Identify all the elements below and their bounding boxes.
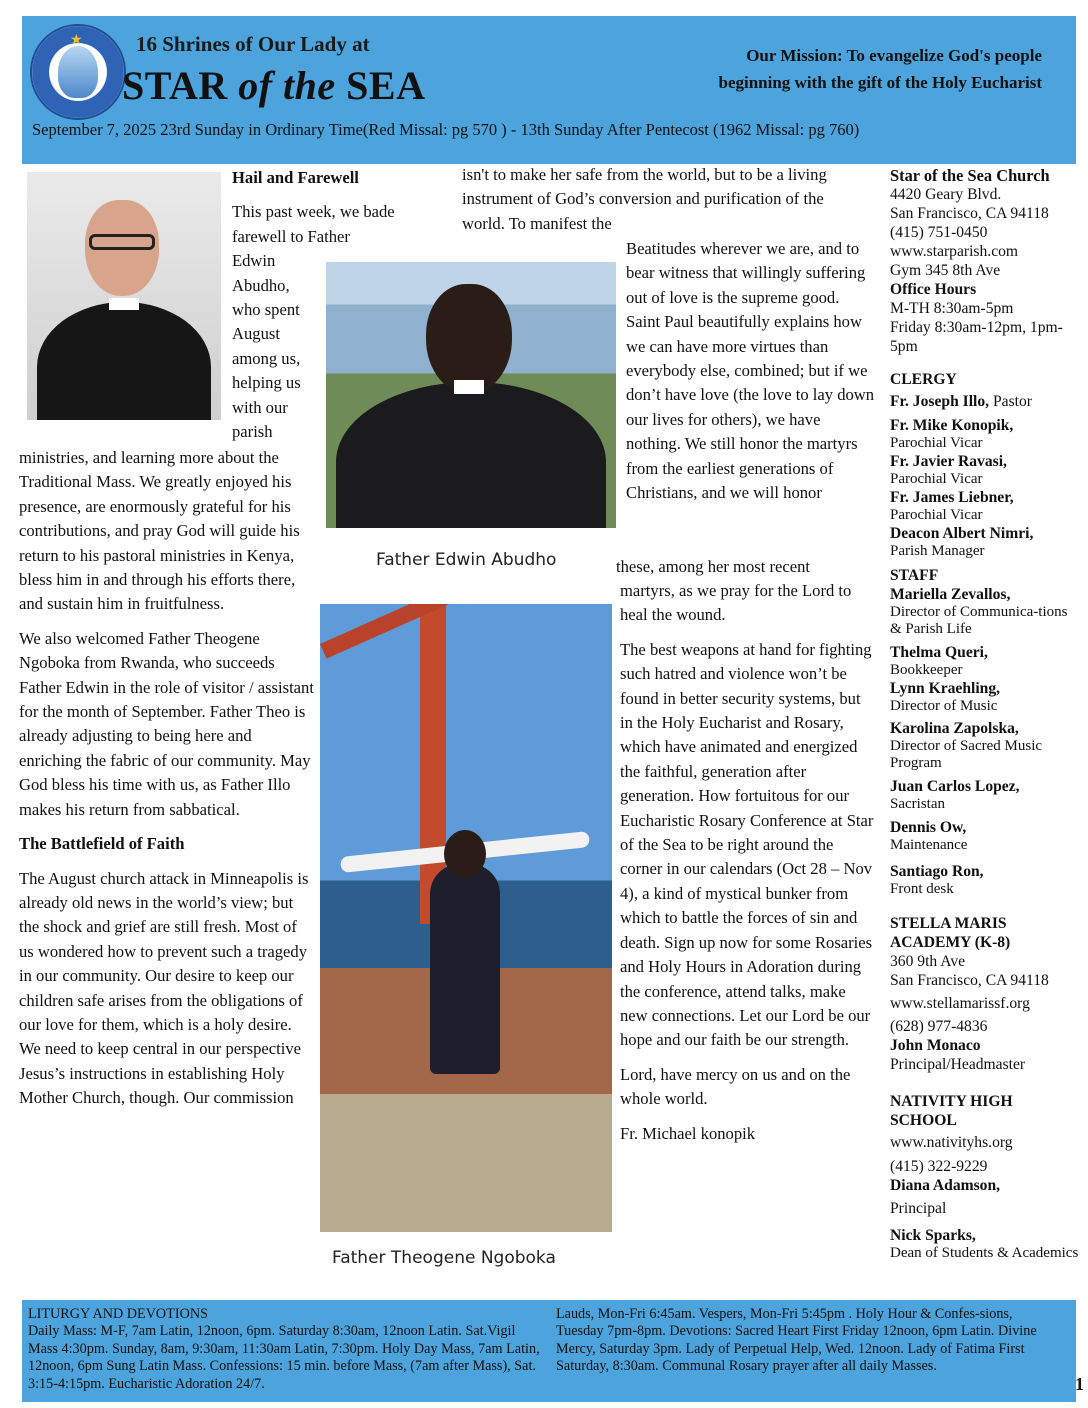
article-column-2-wrap (626, 237, 876, 505)
article-column-2-these (616, 555, 876, 579)
parish-title: STAR of the SEA (122, 63, 426, 108)
staff-entry: Lynn Kraehling, Director of Music (890, 680, 1001, 714)
academy-heading: STELLA MARIS ACADEMY (K-8) (890, 915, 1011, 951)
staff-entry: Juan Carlos Lopez, Sacristan (890, 778, 1020, 812)
paragraph-welcome-theogene: We also welcomed Father Theogene Ngoboka from Rwanda, who succeeds Father Edwin in the role of visitor / assistant for the month of September. Father Theo is already adjusting to being here and enriching the fabric of our community. May God bless his time with us, as Father Illo makes his return from sabbatical. (19, 628, 314, 819)
star-icon: ★ (70, 32, 83, 48)
shrine-line: 16 Shrines of Our Lady at (136, 32, 370, 56)
article-hail-wrap (232, 166, 458, 444)
staff-entry: Santiago Ron, Front desk (890, 863, 984, 897)
clergy-entry: Deacon Albert Nimri, Parish Manager (890, 525, 1034, 559)
nativity-phone[interactable]: (415) 322-9229 (890, 1158, 988, 1175)
staff-entry: Thelma Queri, Bookkeeper (890, 644, 988, 678)
church-address-line2: San Francisco, CA 94118 (890, 205, 1049, 222)
nativity-principal: Diana Adamson, (890, 1177, 1001, 1194)
page-number: 1 (1075, 1374, 1084, 1394)
pastor-photo (27, 172, 221, 420)
theogene-caption: Father Theogene Ngoboka (332, 1248, 556, 1268)
academy-address-line1: 360 9th Ave (890, 953, 966, 970)
academy-website-link[interactable]: www.stellamarissf.org (890, 995, 1030, 1012)
article-column-1 (19, 446, 315, 1121)
mission-statement: Our Mission: To evangelize God's people beginning with the gift of the Holy Eucharist (718, 46, 1042, 92)
liturgy-column-left (28, 1306, 548, 1393)
clergy-entry: Fr. Mike Konopik, Parochial Vicar (890, 417, 1014, 451)
office-hours-friday: Friday 8:30am-12pm, 1pm-5pm (890, 319, 1063, 355)
mass-schedule: Daily Mass: M-F, 7am Latin, 12noon, 6pm. Saturday 8:30am, 12noon Latin. Sat.Vigil Mass 4:30pm. Sunday, 8am, 9:30am, 11:30am Latin, 7:30pm. Holy Day Mass, 7am Latin, 12noon, 6pm Sung Latin Mass. Confessions: 15 min. before Mass, (7am after Mass), Sat. 3:15-4:15pm. Eucharistic Adoration 24/7. (28, 1323, 540, 1392)
nativity-website-link[interactable]: www.nativityhs.org (890, 1134, 1013, 1151)
paragraph-martyrs: martyrs, as we pray for the Lord to heal the wound. (620, 581, 852, 625)
paragraph-farewell-rest: ministries, and learning more about the Traditional Mass. We greatly enjoyed his presence, are enormously grateful for his contributions, and pray God will guide his return to his pastoral ministries in Kenya, bless him in and through his efforts there, and sustain him in fruitfulness. (19, 448, 300, 614)
staff-entry: Dennis Ow, Maintenance (890, 819, 968, 853)
liturgical-date: September 7, 2025 23rd Sunday in Ordinary Time(Red Missal: pg 570 ) - 13th Sunday After Pentecost (1962 Missal: pg 760) (32, 120, 860, 139)
parish-logo (30, 24, 126, 120)
heading-hail-farewell: Hail and Farewell (232, 168, 359, 187)
paragraph-prayer: Lord, have mercy on us and on the whole world. (620, 1064, 851, 1109)
office-hours-heading: Office Hours (890, 281, 977, 298)
liturgy-footer (22, 1300, 1076, 1402)
gym-address: Gym 345 8th Ave (890, 262, 1001, 279)
academy-address-line2: San Francisco, CA 94118 (890, 972, 1049, 989)
staff-entry: Mariella Zevallos, Director of Communica-tions & Parish Life (890, 586, 1068, 637)
liturgy-column-right (556, 1306, 1056, 1376)
clergy-entry: Fr. Javier Ravasi, Parochial Vicar (890, 453, 1007, 487)
clergy-list (890, 392, 1080, 560)
bulletin-header (22, 16, 1076, 164)
church-phone[interactable]: (415) 751-0450 (890, 224, 988, 241)
intro-wrap-lines: This past week, we bade farewell to Father Edwin Abudho, who spent August among us, helping us with our parish (232, 202, 395, 442)
academy-principal: John Monaco (890, 1037, 981, 1054)
article-column-2-top (462, 163, 862, 246)
clergy-heading: CLERGY (890, 371, 957, 388)
nativity-principal-role: Principal (890, 1200, 947, 1217)
edwin-caption: Father Edwin Abudho (376, 550, 557, 570)
devotions-schedule: Lauds, Mon-Fri 6:45am. Vespers, Mon-Fri 5:45pm . Holy Hour & Confes-sions, Tuesday 7pm-8pm. Devotions: Sacred Heart First Friday 12noon, 6pm Latin. Divine Mercy, Saturday 3pm. Lady of Perpetual Help, Wed. 12noon. Lady of Fatima First Saturday, 8:30am. Communal Rosary prayer after all daily Masses. (556, 1306, 1037, 1375)
clergy-entry: Fr. Joseph Illo, Pastor (890, 393, 1032, 410)
nativity-heading: NATIVITY HIGH SCHOOL (890, 1093, 1013, 1129)
liturgy-heading: LITURGY AND DEVOTIONS (28, 1306, 208, 1322)
father-theogene-photo (320, 604, 612, 1232)
nativity-dean-role: Dean of Students & Academics (890, 1245, 1079, 1261)
nativity-dean: Nick Sparks, (890, 1227, 976, 1244)
paragraph-weapons: The best weapons at hand for fighting such hatred and violence won’t be found in better security systems, but in the Holy Eucharist and Rosary, which have animated and energized the faithful, generation after generation. How fortuitous for our Eucharistic Rosary Conference at Star of the Sea to be right around the corner in our calendars (Oct 28 – Nov 4), a kind of mystical bunker from which to battle the forces of sin and death. Sign up now for some Rosaries and Holy Hours in Adoration during the conference, attend talks, make new connections. Let our Lord be our hope and our faith be our strength. (620, 639, 874, 1050)
heading-battlefield: The Battlefield of Faith (19, 834, 185, 854)
academy-principal-role: Principal/Headmaster (890, 1056, 1026, 1073)
staff-list (890, 585, 1080, 898)
paragraph-commission: isn't to make her safe from the world, but to be a living instrument of God’s conversion and purification of the world. To manifest the (462, 165, 827, 233)
article-column-2-lower (620, 579, 876, 1156)
signature: Fr. Michael konopik (620, 1123, 756, 1143)
paragraph-beatitudes: Beatitudes wherever we are, and to bear witness that willingly suffering out of love is the supreme good. Saint Paul beautifully explains how we can have more virtues than everybody else, combined; but if we don’t have love (the love to lay down our lives for others), we have nothing. We still honor the martyrs from the earliest generations of Christians, and we will honor (626, 239, 875, 503)
staff-entry: Karolina Zapolska, Director of Sacred Music Program (890, 720, 1043, 771)
church-address-line1: 4420 Geary Blvd. (890, 186, 1002, 203)
office-hours-weekday: M-TH 8:30am-5pm (890, 300, 1014, 317)
madonna-figure-icon (58, 46, 98, 98)
paragraph-church-attack: The August church attack in Minneapolis is already old news in the world’s view; but the shock and grief are still fresh. Most of us wondered how to prevent such a tragedy in our community. Our desire to keep our children safe arises from the obligations of our love for them, which is a holy desire. We need to keep central in our perspective Jesus’s instructions in establishing Holy Mother Church, though. Our commission (19, 868, 309, 1108)
staff-heading: STAFF (890, 567, 939, 584)
academy-phone[interactable]: (628) 977-4836 (890, 1018, 988, 1035)
parish-directory (890, 166, 1080, 1262)
paragraph-these: these, among her most recent (616, 557, 810, 576)
clergy-entry: Fr. James Liebner, Parochial Vicar (890, 489, 1014, 523)
church-website-link[interactable]: www.starparish.com (890, 243, 1019, 260)
church-name: Star of the Sea Church (890, 166, 1050, 185)
